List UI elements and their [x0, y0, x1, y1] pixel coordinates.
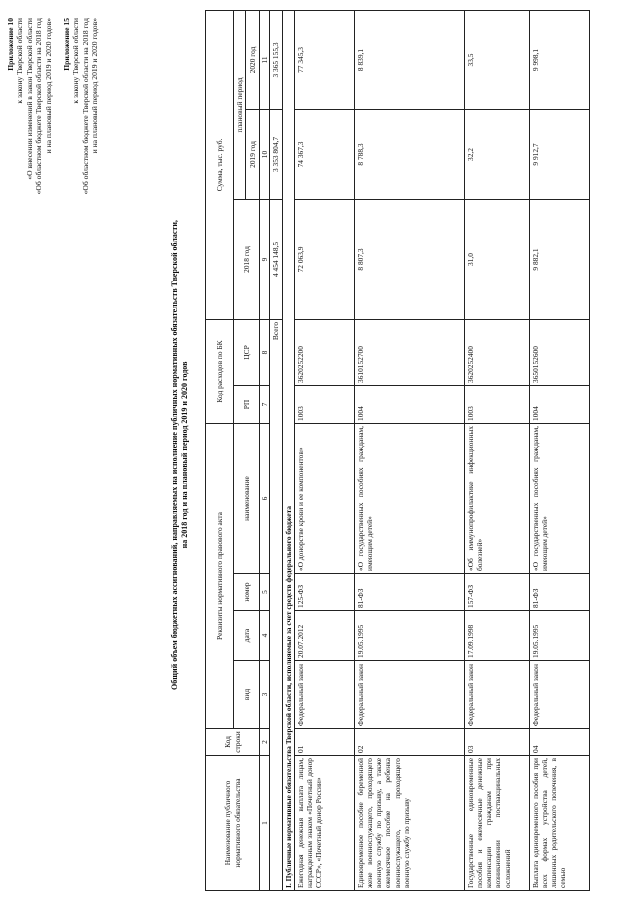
header-2020: 2020 год: [246, 10, 260, 109]
csr-code: 3610152700: [354, 319, 464, 385]
act-name: «О государственных пособиях гражданам, имеющим детей»: [354, 424, 464, 574]
rp-code: 1003: [294, 386, 354, 424]
obligations-table: [205, 10, 590, 891]
title-line-2: на 2018 год и на плановый период 2019 и 2020 годов: [180, 361, 189, 549]
act-date: 20.07.2012: [294, 611, 354, 661]
column-number: 8: [260, 319, 270, 385]
amount-2019: 9 912,7: [529, 109, 589, 199]
table-row: [354, 10, 464, 890]
amount-2018: 72 063,9: [294, 199, 354, 319]
column-number: 1: [260, 756, 270, 891]
appendix-10-line: «Об областном бюджете Тверской области на 2018 год: [34, 18, 44, 195]
header-kind: вид: [234, 661, 260, 729]
total-2020: 3 365 155,3: [270, 10, 282, 109]
total-2018: 4 454 148,5: [270, 199, 282, 319]
appendix-15-line: и на плановый период 2019 и 2020 годов»: [90, 18, 100, 154]
rp-code: 1004: [529, 386, 589, 424]
appendix-15-line: к закону Тверской области: [71, 18, 81, 104]
table-row: [294, 10, 354, 890]
amount-2019: 74 367,3: [294, 109, 354, 199]
column-number: 11: [260, 10, 270, 109]
column-number: 4: [260, 611, 270, 661]
obligation-name: Ежегодная денежная выплата лицам, награжденным знаком «Почетный донор СССР», «Почетный донор России»: [294, 756, 354, 891]
appendix-10-heading: Приложение 10: [6, 18, 15, 71]
table-row: [464, 10, 529, 890]
act-name: «О государственных пособиях гражданам, имеющим детей»: [529, 424, 589, 574]
act-name: «О донорстве крови и ее компонентов»: [294, 424, 354, 574]
column-number: 5: [260, 574, 270, 611]
header-rp: РП: [234, 386, 260, 424]
appendix-15-block: [62, 18, 100, 194]
rp-code: 1003: [464, 386, 529, 424]
appendix-15-line: «Об областном бюджете Тверской области на 2018 год: [80, 18, 90, 195]
act-date: 17.09.1998: [464, 611, 529, 661]
act-name: «Об иммунопрофилактике инфекционных болезней»: [464, 424, 529, 574]
header-act-name: наименование: [234, 424, 260, 574]
column-number: 2: [260, 729, 270, 756]
header-requisites: Реквизиты нормативного правового акта: [206, 424, 234, 729]
act-number: 81-ФЗ: [354, 574, 464, 611]
act-kind: Федеральный закон: [464, 661, 529, 729]
header-2019: 2019 год: [246, 109, 260, 199]
act-kind: Федеральный закон: [354, 661, 464, 729]
column-number: 6: [260, 424, 270, 574]
appendix-10-line: к закону Тверской области: [15, 18, 25, 104]
row-code: 03: [464, 729, 529, 756]
amount-2018: 31,0: [464, 199, 529, 319]
header-name: Наименование публичного нормативного обязательства: [206, 756, 260, 891]
appendix-10-line: и на плановый период 2019 и 2020 годов»: [43, 18, 53, 154]
amount-2020: 77 345,3: [294, 10, 354, 109]
amount-2020: 33,5: [464, 10, 529, 109]
total-row: [270, 10, 282, 890]
act-kind: Федеральный закон: [529, 661, 589, 729]
act-number: 125-ФЗ: [294, 574, 354, 611]
obligation-name: Выплата единовременного пособия при всех формах устройства детей, лишенных родительского попечения, в семью: [529, 756, 589, 891]
act-date: 19.05.1995: [529, 611, 589, 661]
act-date: 19.05.1995: [354, 611, 464, 661]
amount-2020: 8 839,1: [354, 10, 464, 109]
row-code: 01: [294, 729, 354, 756]
column-number-row: [260, 10, 270, 890]
section-row: [282, 10, 294, 890]
amount-2020: 9 998,1: [529, 10, 589, 109]
csr-code: 3650152600: [529, 319, 589, 385]
column-number: 7: [260, 386, 270, 424]
column-number: 10: [260, 109, 270, 199]
table-row: [529, 10, 589, 890]
act-kind: Федеральный закон: [294, 661, 354, 729]
header-2018: 2018 год: [234, 199, 260, 319]
header-number: номер: [234, 574, 260, 611]
csr-code: 3620252200: [294, 319, 354, 385]
obligation-name: Государственные единовременные пособия и ежемесячные денежные компенсации гражданам при возникновении поствакцинальных осложнений: [464, 756, 529, 891]
amount-2019: 8 788,3: [354, 109, 464, 199]
appendix-15-heading: Приложение 15: [62, 18, 71, 71]
document-title: [170, 125, 190, 785]
row-code: 04: [529, 729, 589, 756]
csr-code: 3620252400: [464, 319, 529, 385]
act-number: 81-ФЗ: [529, 574, 589, 611]
row-code: 02: [354, 729, 464, 756]
total-2019: 3 353 804,7: [270, 109, 282, 199]
header-code: Код строки: [206, 729, 260, 756]
rp-code: 1004: [354, 386, 464, 424]
total-label: Всего: [270, 319, 282, 890]
column-number: 9: [260, 199, 270, 319]
amount-2018: 9 882,1: [529, 199, 589, 319]
section-title: I. Публичные нормативные обязательства Тверской области, исполняемые за счет средств федерального бюджета: [282, 10, 294, 890]
act-number: 157-ФЗ: [464, 574, 529, 611]
header-plan: плановый период: [234, 10, 246, 199]
header-bk: Код расходов по БК: [206, 319, 234, 423]
obligation-name: Единовременное пособие беременной жене военнослужащего, проходящего военную службу по призыву, а также ежемесячное пособие на ребенка военнослужащего, проходящего военную службу по призыву: [354, 756, 464, 891]
amount-2019: 32,2: [464, 109, 529, 199]
amount-2018: 8 807,3: [354, 199, 464, 319]
title-line-1: Общий объем бюджетных ассигнований, направляемых на исполнение публичных нормативных обязательств Тверской области,: [170, 220, 179, 690]
header-csr: ЦСР: [234, 319, 260, 385]
header-sum: Сумма, тыс. руб.: [206, 10, 234, 319]
appendix-10-block: [6, 18, 53, 194]
column-number: 3: [260, 661, 270, 729]
header-date: дата: [234, 611, 260, 661]
appendix-10-line: «О внесении изменений в закон Тверской области: [24, 18, 34, 180]
